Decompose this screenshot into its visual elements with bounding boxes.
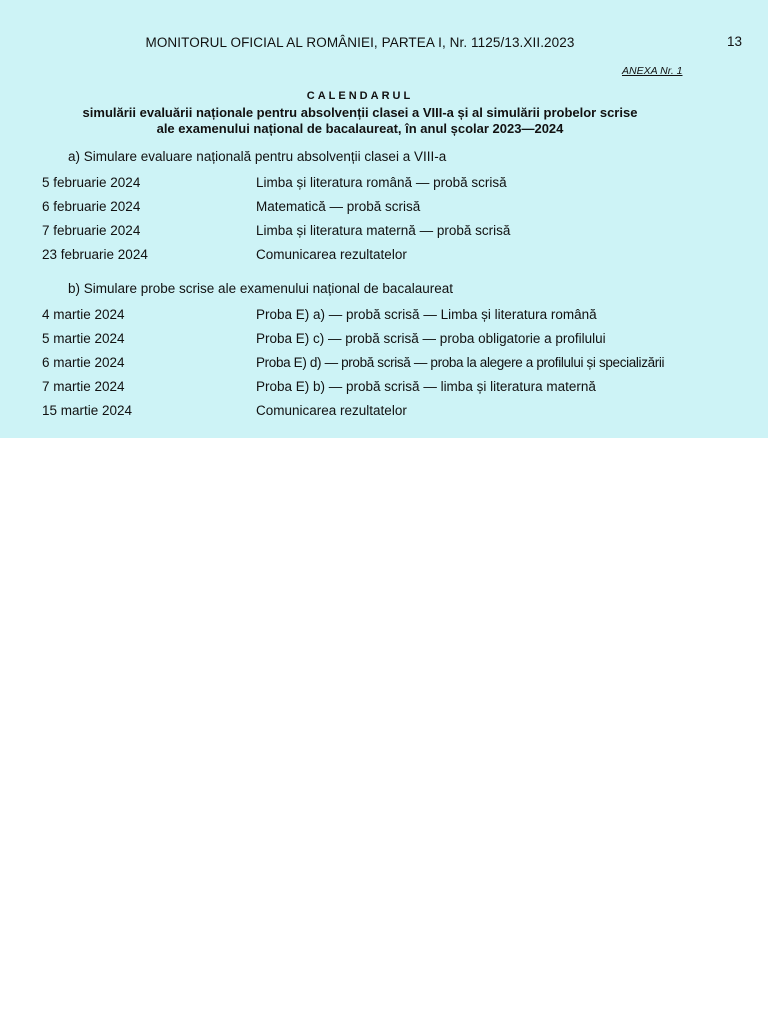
table-row <box>0 223 768 243</box>
table-row <box>0 247 768 267</box>
table-row <box>0 307 768 327</box>
annex-label: ANEXA Nr. 1 <box>622 65 683 77</box>
row-date: 6 martie 2024 <box>42 355 125 370</box>
table-row <box>0 175 768 195</box>
table-row <box>0 199 768 219</box>
calendar-subtitle-line-1: simulării evaluării naționale pentru absolvenții clasei a VIII-a și al simulării probelor scrise <box>82 105 638 120</box>
row-date: 7 martie 2024 <box>42 379 125 394</box>
table-row <box>0 355 768 375</box>
row-date: 15 martie 2024 <box>42 403 133 418</box>
row-date: 7 februarie 2024 <box>42 223 141 238</box>
row-activity: Proba E) a) — probă scrisă — Limba și literatura română <box>256 307 597 322</box>
document-page <box>0 0 768 438</box>
calendar-title: CALENDARUL <box>306 90 414 102</box>
table-row <box>0 331 768 351</box>
row-activity: Proba E) c) — probă scrisă — proba obligatorie a profilului <box>256 331 606 346</box>
table-row <box>0 379 768 399</box>
row-activity: Limba și literatura română — probă scrisă <box>256 175 507 190</box>
page-number: 13 <box>727 34 743 49</box>
row-activity: Limba și literatura maternă — probă scrisă <box>256 223 511 238</box>
row-date: 6 februarie 2024 <box>42 199 141 214</box>
row-activity: Matematică — probă scrisă <box>256 199 421 214</box>
table-row <box>0 403 768 423</box>
row-activity: Proba E) b) — probă scrisă — limba și literatura maternă <box>256 379 596 394</box>
section-a-heading: a) Simulare evaluare națională pentru absolvenții clasei a VIII-a <box>68 149 447 164</box>
row-activity: Comunicarea rezultatelor <box>256 247 407 262</box>
row-date: 5 martie 2024 <box>42 331 125 346</box>
section-b-heading: b) Simulare probe scrise ale examenului național de bacalaureat <box>68 281 453 296</box>
row-activity: Comunicarea rezultatelor <box>256 403 407 418</box>
publication-header: MONITORUL OFICIAL AL ROMÂNIEI, PARTEA I, Nr. 1125/13.XII.2023 <box>145 35 575 50</box>
calendar-subtitle-line-2: ale examenului național de bacalaureat, în anul școlar 2023—2024 <box>156 121 564 136</box>
row-date: 4 martie 2024 <box>42 307 125 322</box>
row-date: 5 februarie 2024 <box>42 175 141 190</box>
row-activity: Proba E) d) — probă scrisă — proba la alegere a profilului și specializării <box>256 355 665 370</box>
row-date: 23 februarie 2024 <box>42 247 148 262</box>
